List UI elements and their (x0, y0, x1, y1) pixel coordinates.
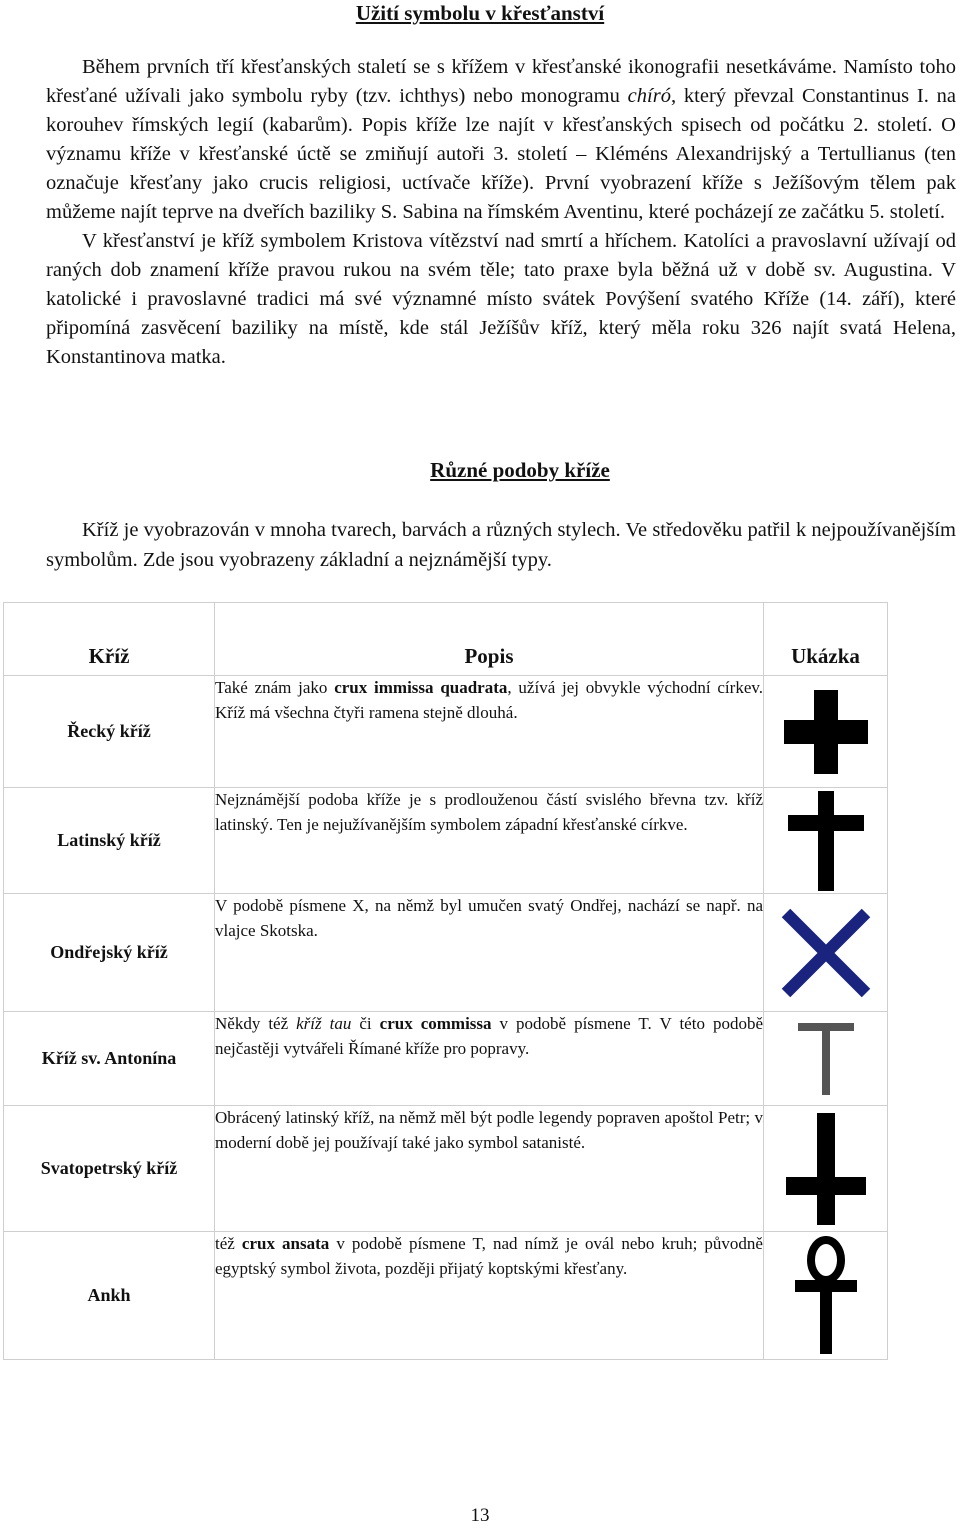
table-header-row (4, 603, 888, 676)
desc-bold: crux immissa quadrata (334, 678, 508, 697)
greek-cross-icon (781, 687, 871, 777)
page-number: 13 (470, 1505, 490, 1526)
desc-text: v podobě písmene T, nad nímž je ovál nebo kruh; původně egyptský symbol života, později přijatý koptskými křesťany. (215, 1234, 763, 1278)
cross-name: Řecký kříž (4, 676, 215, 788)
cross-name: Kříž sv. Antonína (4, 1012, 215, 1106)
cross-description: Obrácený latinský kříž, na němž měl být podle legendy popraven apoštol Petr; v moderní době jej používají také jako symbol satanisté. (215, 1106, 764, 1232)
desc-text: též (215, 1234, 242, 1253)
cross-example (764, 894, 888, 1012)
section-intro: Kříž je vyobrazován v mnoha tvarech, barvách a různých stylech. Ve středověku patřil k nejpoužívanějším symbolům. Zde jsou vyobrazeny základní a nejznámější typy. (46, 519, 956, 571)
header-description: Popis (215, 603, 764, 676)
header-example: Ukázka (764, 603, 888, 676)
cross-description: Nejznámější podoba kříže je s prodlouženou částí svislého břevna tzv. kříž latinský. Ten je nejužívanějším symbolem západní křesťanské církve. (215, 788, 764, 894)
ankh-icon (791, 1236, 861, 1356)
table-row (4, 1012, 888, 1106)
desc-text: Někdy též (215, 1014, 297, 1033)
intro-p1-italic: chíró (627, 85, 671, 107)
desc-text: či (351, 1014, 380, 1033)
cross-description (215, 1012, 764, 1106)
saltire-icon (781, 908, 871, 998)
header-cross: Kříž (4, 603, 215, 676)
cross-description: V podobě písmene X, na němž byl umučen svatý Ondřej, nachází se např. na vlajce Skotska. (215, 894, 764, 1012)
cross-name: Latinský kříž (4, 788, 215, 894)
intro-p1-start: Během prvních tří křesťanských staletí se s křížem v křesťanské ikonografii nesetkáváme. Namísto toho křesťané užívali jako symbolu ryby (tzv. ichthys) nebo monogramu (46, 56, 956, 107)
intro-paragraph-2: V křesťanství je kříž symbolem Kristova vítězství nad smrtí a hříchem. Katolíci a pravoslavní užívají od raných dob znamení kříže pravou rukou na svém těle; tato praxe byla běžná už v době sv. Augustina. V katolické i pravoslavné tradici má své významné místo svátek Povýšení svatého Kříže (14. září), které připomíná zasvěcení baziliky na místě, kde stál Ježíšův kříž, který měla roku 326 najít svatá Helena, Konstantinova matka. (46, 230, 956, 368)
desc-italic: kříž tau (296, 1014, 352, 1033)
intro-text (46, 53, 956, 372)
cross-example (764, 1232, 888, 1360)
intro-p1-rest: , který převzal Constantinus I. na korouhev římských legií (kabarům). Popis kříže lze najít v křesťanských spisech od počátku 2. století. O významu kříže v křesťanské úctě se zmiňují autoři 3. století – Kléméns Alexandrijský a Tertullianus (ten označuje křesťany jako crucis religiosi, uctívače kříže). První vyobrazení kříže s Ježíšovým tělem pak můžeme najít teprve na dveřích baziliky S. Sabina na římském Aventinu, které pocházejí ze začátku 5. století. (46, 85, 956, 223)
cross-example (764, 1106, 888, 1232)
latin-cross-icon (786, 791, 866, 891)
intro-paragraph-1 (46, 53, 956, 227)
cross-name: Ankh (4, 1232, 215, 1360)
table-row (4, 1106, 888, 1232)
table-row (4, 788, 888, 894)
desc-text: v podobě písmene T. V této podobě nejčastěji vytvářeli Římané kříže pro popravy. (215, 1014, 763, 1058)
cross-example (764, 676, 888, 788)
cross-example (764, 788, 888, 894)
cross-description (215, 1232, 764, 1360)
table-row (4, 1232, 888, 1360)
table-row (4, 894, 888, 1012)
page-title: Užití symbolu v křesťanství (355, 1, 605, 25)
section-title: Různé podoby kříže (430, 458, 610, 482)
cross-description (215, 676, 764, 788)
tau-cross-icon (796, 1021, 856, 1097)
cross-name: Ondřejský kříž (4, 894, 215, 1012)
desc-text: , užívá jej obvykle východní církev. Kříž má všechna čtyři ramena stejně dlouhá. (215, 678, 764, 722)
cross-example (764, 1012, 888, 1106)
cross-name: Svatopetrský kříž (4, 1106, 215, 1232)
desc-text: Také znám jako (215, 678, 335, 697)
crosses-table (3, 602, 888, 1360)
inverted-cross-icon (784, 1113, 868, 1225)
desc-bold: crux ansata (241, 1234, 330, 1253)
desc-bold: crux commissa (379, 1014, 492, 1033)
table-row (4, 676, 888, 788)
